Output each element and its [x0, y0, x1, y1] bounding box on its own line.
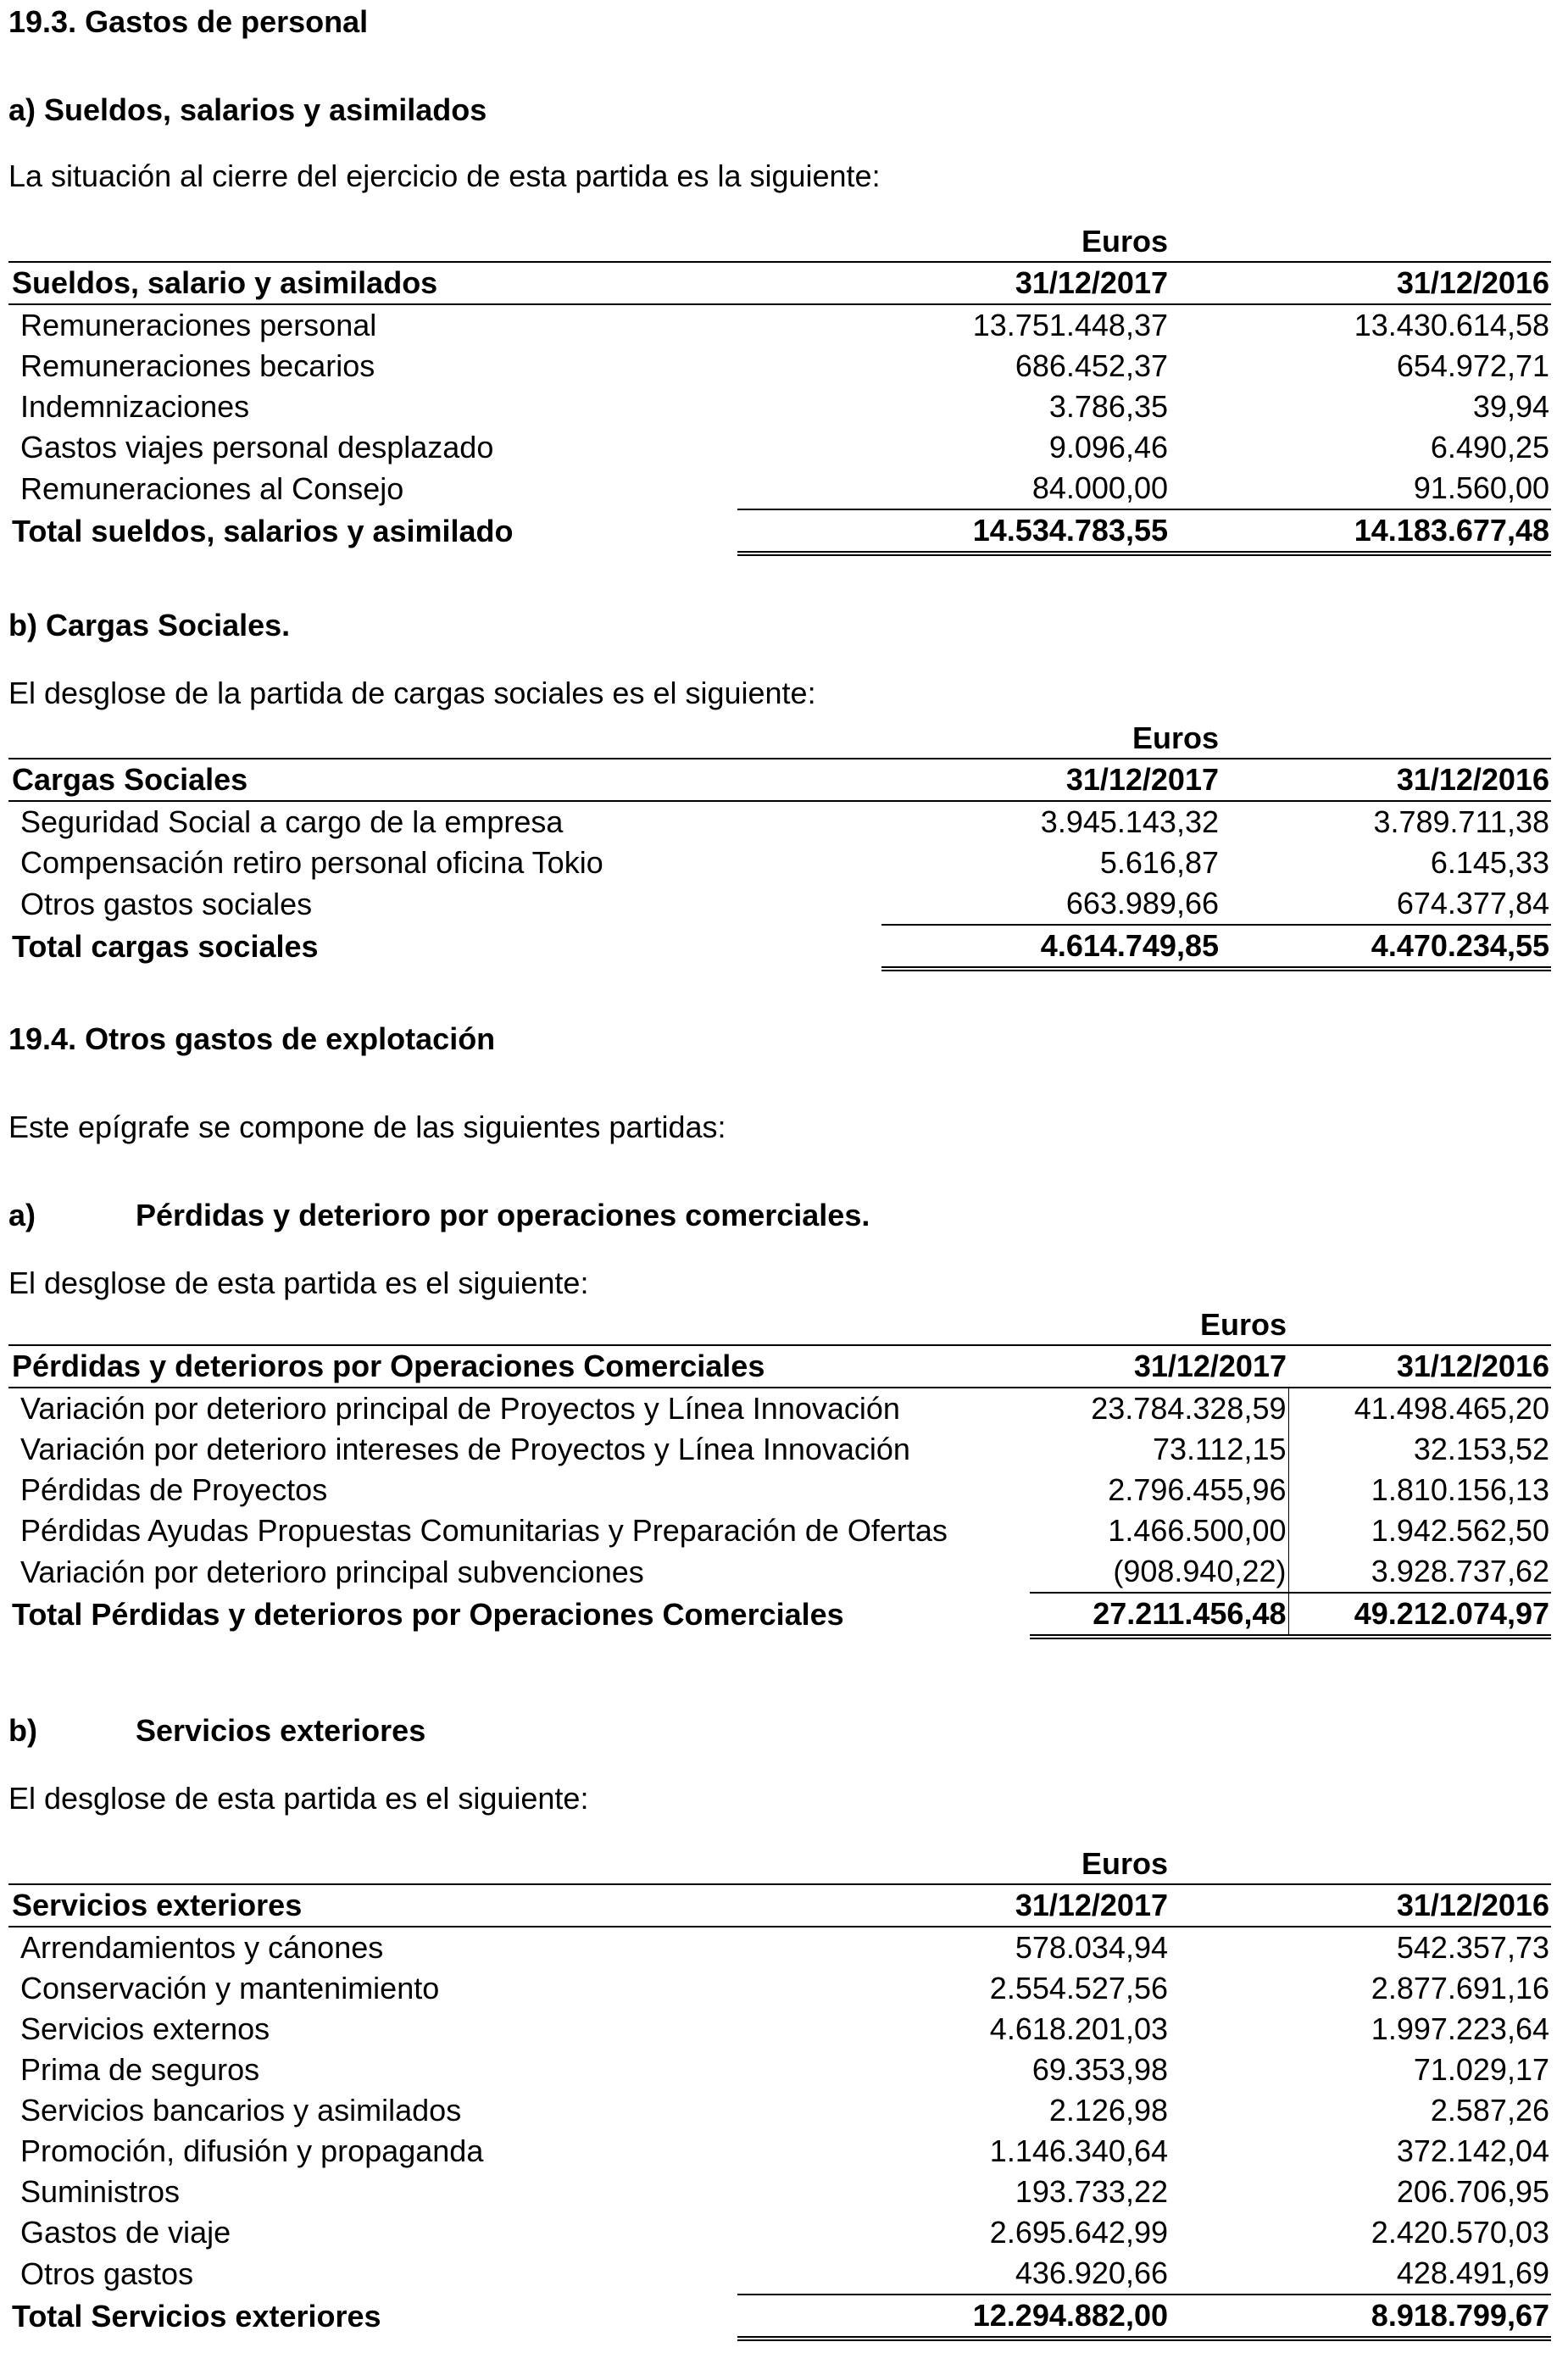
column-header: 31/12/2016 — [1170, 1884, 1551, 1927]
table-row — [8, 1510, 1551, 1551]
row-label: Suministros — [20, 2174, 181, 2209]
total-2016: 4.470.234,55 — [1220, 925, 1551, 969]
row-label: Remuneraciones becarios — [20, 348, 375, 383]
value-2017: 84.000,00 — [1031, 470, 1168, 505]
table-row — [8, 843, 1551, 883]
total-2017: 14.534.783,55 — [737, 509, 1170, 553]
currency-label: Euros — [1199, 1307, 1287, 1342]
column-header: 31/12/2017 — [1030, 1345, 1288, 1388]
value-2016: 674.377,84 — [1220, 883, 1551, 925]
row-label: Variación por deterioro intereses de Proyectos y Línea Innovación — [20, 1432, 910, 1466]
value-2017: 436.920,66 — [1015, 2256, 1168, 2290]
value-2016: 206.706,95 — [1396, 2174, 1549, 2209]
value-2017: 1.466.500,00 — [1030, 1510, 1288, 1551]
subsection-a-title: a) Sueldos, salarios y asimilados — [8, 92, 487, 127]
value-2017: 4.618.201,03 — [989, 2011, 1168, 2046]
table-total-row — [8, 2295, 1551, 2339]
value-2017: 2.796.455,96 — [1030, 1470, 1288, 1510]
table-currency-row — [8, 1305, 1551, 1345]
table-currency-row — [8, 222, 1551, 262]
total-2016: 14.183.677,48 — [1170, 509, 1551, 553]
subsection-b-intro: El desglose de la partida de cargas sociales es el siguiente: — [8, 676, 816, 710]
value-2017: 193.733,22 — [1015, 2174, 1168, 2209]
currency-label: Euros — [1132, 720, 1219, 755]
value-2017: 1.146.340,64 — [989, 2133, 1168, 2168]
total-label: Total Pérdidas y deterioros por Operaciones Comerciales — [12, 1597, 844, 1632]
table-currency-row — [8, 719, 1551, 759]
table-row — [8, 883, 1551, 925]
column-header: Cargas Sociales — [8, 759, 881, 801]
column-header: 31/12/2017 — [737, 1884, 1170, 1927]
value-2016: 3.789.711,38 — [1373, 804, 1549, 839]
value-2017: 578.034,94 — [1015, 1930, 1168, 1965]
subsection-a-heading — [8, 1200, 870, 1231]
value-2016: 372.142,04 — [1396, 2133, 1549, 2168]
total-label: Total Servicios exteriores — [12, 2299, 381, 2334]
table-row — [8, 1429, 1551, 1470]
value-2017: 9.096,46 — [1048, 430, 1168, 464]
value-2017: 2.695.642,99 — [989, 2215, 1168, 2250]
value-2017: 686.452,37 — [1015, 348, 1168, 383]
table-header-row — [8, 759, 1551, 801]
table-sueldos — [8, 222, 1551, 556]
table-row — [8, 1470, 1551, 1510]
table-row — [8, 2090, 1551, 2131]
subsection-title: Servicios exteriores — [136, 1713, 426, 1748]
value-2017: 2.554.527,56 — [989, 1971, 1168, 2005]
value-2017: 3.945.143,32 — [1040, 804, 1219, 839]
section-19-4-title: 19.4. Otros gastos de explotación — [8, 1021, 496, 1056]
table-row — [8, 801, 1551, 843]
table-row — [8, 387, 1551, 427]
column-header: Sueldos, salario y asimilados — [8, 262, 737, 304]
value-2017: 663.989,66 — [881, 883, 1220, 925]
row-label: Compensación retiro personal oficina Tokio — [20, 845, 603, 880]
value-2017: 73.112,15 — [1030, 1429, 1288, 1470]
table-total-row — [8, 509, 1551, 553]
table-row — [8, 2009, 1551, 2050]
row-label: Variación por deterioro principal subvenciones — [20, 1554, 644, 1589]
table-row — [8, 2131, 1551, 2172]
table-header-row — [8, 1345, 1551, 1388]
subsection-a-intro: La situación al cierre del ejercicio de esta partida es la siguiente: — [8, 159, 881, 193]
subsection-a-intro: El desglose de esta partida es el siguiente: — [8, 1266, 589, 1300]
row-label: Otros gastos — [20, 2256, 194, 2291]
subsection-letter: a) — [8, 1198, 36, 1232]
value-2016: 2.877.691,16 — [1371, 1971, 1549, 2005]
value-2016: 2.420.570,03 — [1371, 2215, 1549, 2250]
section-19-3-title: 19.3. Gastos de personal — [8, 4, 369, 39]
value-2016: 2.587,26 — [1430, 2093, 1549, 2128]
table-perdidas-deterioros — [8, 1305, 1551, 1639]
row-label: Conservación y mantenimiento — [20, 1971, 440, 2005]
table-row — [8, 1388, 1551, 1429]
row-label: Remuneraciones al Consejo — [20, 470, 404, 506]
row-label: Indemnizaciones — [20, 389, 250, 424]
table-row — [8, 468, 1551, 509]
value-2017: 2.126,98 — [1048, 2093, 1168, 2128]
subsection-b-title: b) Cargas Sociales. — [8, 608, 291, 642]
value-2016: 1.997.223,64 — [1371, 2011, 1549, 2046]
column-header: 31/12/2017 — [737, 262, 1170, 304]
table-row — [8, 2050, 1551, 2090]
column-header: Pérdidas y deterioros por Operaciones Comerciales — [8, 1345, 1030, 1388]
column-header: 31/12/2017 — [881, 759, 1220, 801]
value-2016: 542.357,73 — [1396, 1930, 1549, 1965]
row-label: Gastos viajes personal desplazado — [20, 430, 494, 464]
value-2016: 41.498.465,20 — [1354, 1391, 1549, 1426]
row-label: Prima de seguros — [20, 2052, 260, 2087]
value-2016: 1.942.562,50 — [1371, 1513, 1549, 1548]
value-2016: 71.029,17 — [1413, 2052, 1549, 2087]
value-2017: 23.784.328,59 — [1030, 1388, 1288, 1429]
value-2016: 32.153,52 — [1413, 1432, 1549, 1466]
total-label: Total cargas sociales — [12, 929, 319, 964]
table-total-row — [8, 1593, 1551, 1637]
row-label: Pérdidas de Proyectos — [20, 1472, 328, 1507]
table-row — [8, 346, 1551, 387]
value-2017: 3.786,35 — [1048, 389, 1168, 424]
subsection-b-heading — [8, 1713, 426, 1748]
total-2017: 12.294.882,00 — [737, 2295, 1170, 2339]
value-2016: 6.145,33 — [1430, 845, 1549, 880]
section-19-4-intro: Este epígrafe se compone de las siguientes partidas: — [8, 1110, 726, 1144]
table-row — [8, 427, 1551, 468]
column-header: Servicios exteriores — [8, 1884, 737, 1927]
table-servicios-exteriores — [8, 1844, 1551, 2341]
value-2016: 428.491,69 — [1396, 2256, 1549, 2290]
table-currency-row — [8, 1844, 1551, 1884]
column-header: 31/12/2016 — [1288, 1345, 1551, 1388]
table-cargas-sociales — [8, 719, 1551, 971]
column-header: 31/12/2016 — [1170, 262, 1551, 304]
total-label: Total sueldos, salarios y asimilado — [12, 514, 514, 548]
row-label: Arrendamientos y cánones — [20, 1930, 384, 1965]
value-2016: 13.430.614,58 — [1354, 308, 1549, 342]
value-2017: 5.616,87 — [1099, 845, 1219, 880]
value-2017: 69.353,98 — [1031, 2052, 1168, 2087]
table-row — [8, 2172, 1551, 2212]
subsection-title: Pérdidas y deterioro por operaciones comerciales. — [136, 1198, 870, 1232]
value-2016: 39,94 — [1472, 389, 1549, 424]
value-2017: 13.751.448,37 — [972, 308, 1168, 342]
value-2016: 1.810.156,13 — [1371, 1472, 1549, 1507]
total-2017: 27.211.456,48 — [1030, 1593, 1288, 1637]
table-header-row — [8, 1884, 1551, 1927]
table-row — [8, 2212, 1551, 2253]
row-label: Otros gastos sociales — [20, 886, 313, 921]
value-2016: 91.560,00 — [1413, 470, 1549, 505]
value-2016: 654.972,71 — [1396, 348, 1549, 383]
subsection-letter: b) — [8, 1713, 37, 1748]
table-row — [8, 1551, 1551, 1593]
subsection-b-intro: El desglose de esta partida es el siguiente: — [8, 1781, 589, 1816]
currency-label: Euros — [1081, 1846, 1168, 1881]
row-label: Servicios externos — [20, 2011, 270, 2046]
value-2016: 6.490,25 — [1430, 430, 1549, 464]
table-row — [8, 1968, 1551, 2009]
row-label: Seguridad Social a cargo de la empresa — [20, 804, 564, 839]
row-label: Variación por deterioro principal de Proyectos y Línea Innovación — [20, 1391, 900, 1426]
row-label: Promoción, difusión y propaganda — [20, 2133, 484, 2168]
table-row — [8, 1927, 1551, 1968]
total-2017: 4.614.749,85 — [881, 925, 1220, 969]
row-label: Servicios bancarios y asimilados — [20, 2093, 462, 2128]
table-header-row — [8, 262, 1551, 304]
currency-label: Euros — [1081, 224, 1168, 259]
value-2016: 3.928.737,62 — [1288, 1551, 1551, 1593]
row-label: Pérdidas Ayudas Propuestas Comunitarias y Preparación de Ofertas — [20, 1513, 948, 1548]
table-row — [8, 304, 1551, 346]
value-2017: (908.940,22) — [1030, 1551, 1288, 1593]
row-label: Gastos de viaje — [20, 2215, 231, 2250]
table-row — [8, 2253, 1551, 2295]
column-header: 31/12/2016 — [1220, 759, 1551, 801]
total-2016: 49.212.074,97 — [1288, 1593, 1551, 1637]
table-total-row — [8, 925, 1551, 969]
row-label: Remuneraciones personal — [20, 308, 377, 342]
total-2016: 8.918.799,67 — [1170, 2295, 1551, 2339]
